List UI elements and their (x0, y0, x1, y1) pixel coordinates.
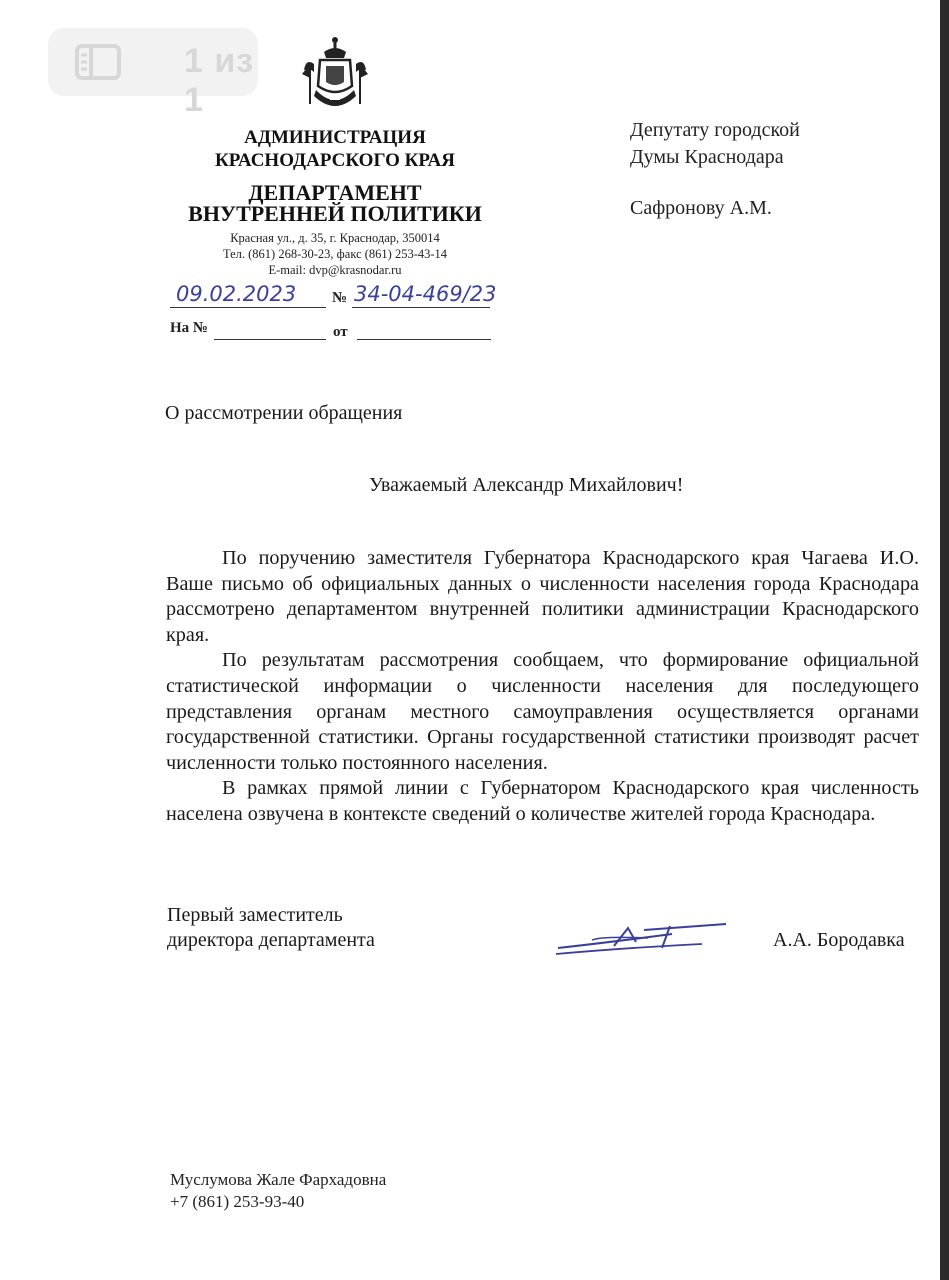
recipient-name: Сафронову А.М. (630, 197, 772, 219)
ref-date-blank (357, 339, 491, 340)
signatory-title-line2: директора департамента (167, 929, 375, 951)
body-paragraph: В рамках прямой линии с Губернатором Краснодарского края численность населена озвучена в контексте сведений о количестве жителей города Краснодара. (166, 777, 919, 825)
registration-date: 09.02.2023 (176, 282, 297, 306)
document-list-icon (74, 43, 122, 81)
number-underline (352, 307, 490, 308)
ref-from-label: от (333, 324, 348, 340)
body-paragraph: По поручению заместителя Губернатора Краснодарского края Чагаева И.О. Ваше письмо об официальных данных о численности населения города Краснодара рассмотрено департаментом внутренней политики администрации Краснодарского края. (166, 547, 919, 646)
letter-body (166, 546, 919, 828)
number-label: № (332, 290, 348, 306)
ref-number-blank (214, 339, 326, 340)
dept-address: Красная ул., д. 35, г. Краснодар, 350014 (230, 231, 440, 245)
ref-number-label: На № (170, 320, 208, 336)
handwritten-signature (552, 918, 730, 958)
dept-email: E-mail: dvp@krasnodar.ru (268, 263, 402, 277)
letter-greeting: Уважаемый Александр Михайлович! (369, 474, 684, 496)
date-underline (170, 307, 326, 308)
letter-subject: О рассмотрении обращения (165, 402, 403, 424)
signatory-title-line1: Первый заместитель (167, 904, 343, 926)
dept-title-line2: ВНУТРЕННЕЙ ПОЛИТИКИ (188, 201, 482, 226)
page-counter-label: 1 из 1 (184, 42, 255, 119)
coat-of-arms-icon (300, 34, 370, 114)
dept-title-line1: ДЕПАРТАМЕНТ (248, 180, 422, 205)
admin-title-line1: АДМИНИСТРАЦИЯ (244, 127, 426, 148)
recipient-line1: Депутату городской (630, 119, 800, 141)
executor-phone: +7 (861) 253-93-40 (170, 1192, 305, 1211)
admin-title-line2: КРАСНОДАРСКОГО КРАЯ (214, 150, 456, 171)
page-counter[interactable] (48, 28, 258, 119)
executor-name: Муслумова Жале Фархадовна (170, 1170, 387, 1189)
registration-number: 34-04-469/23 (354, 282, 497, 306)
signatory-name: А.А. Бородавка (773, 929, 905, 951)
body-paragraph: По результатам рассмотрения сообщаем, что формирование официальной статистической информации о численности населения для последующего представления органам местного самоуправления осуществляется органами государственной статистики. Органы государственной статистики производят расчет численности только постоянного населения. (166, 649, 919, 774)
dept-phone: Тел. (861) 268-30-23, факс (861) 253-43-14 (222, 247, 448, 261)
recipient-line2: Думы Краснодара (630, 146, 784, 168)
